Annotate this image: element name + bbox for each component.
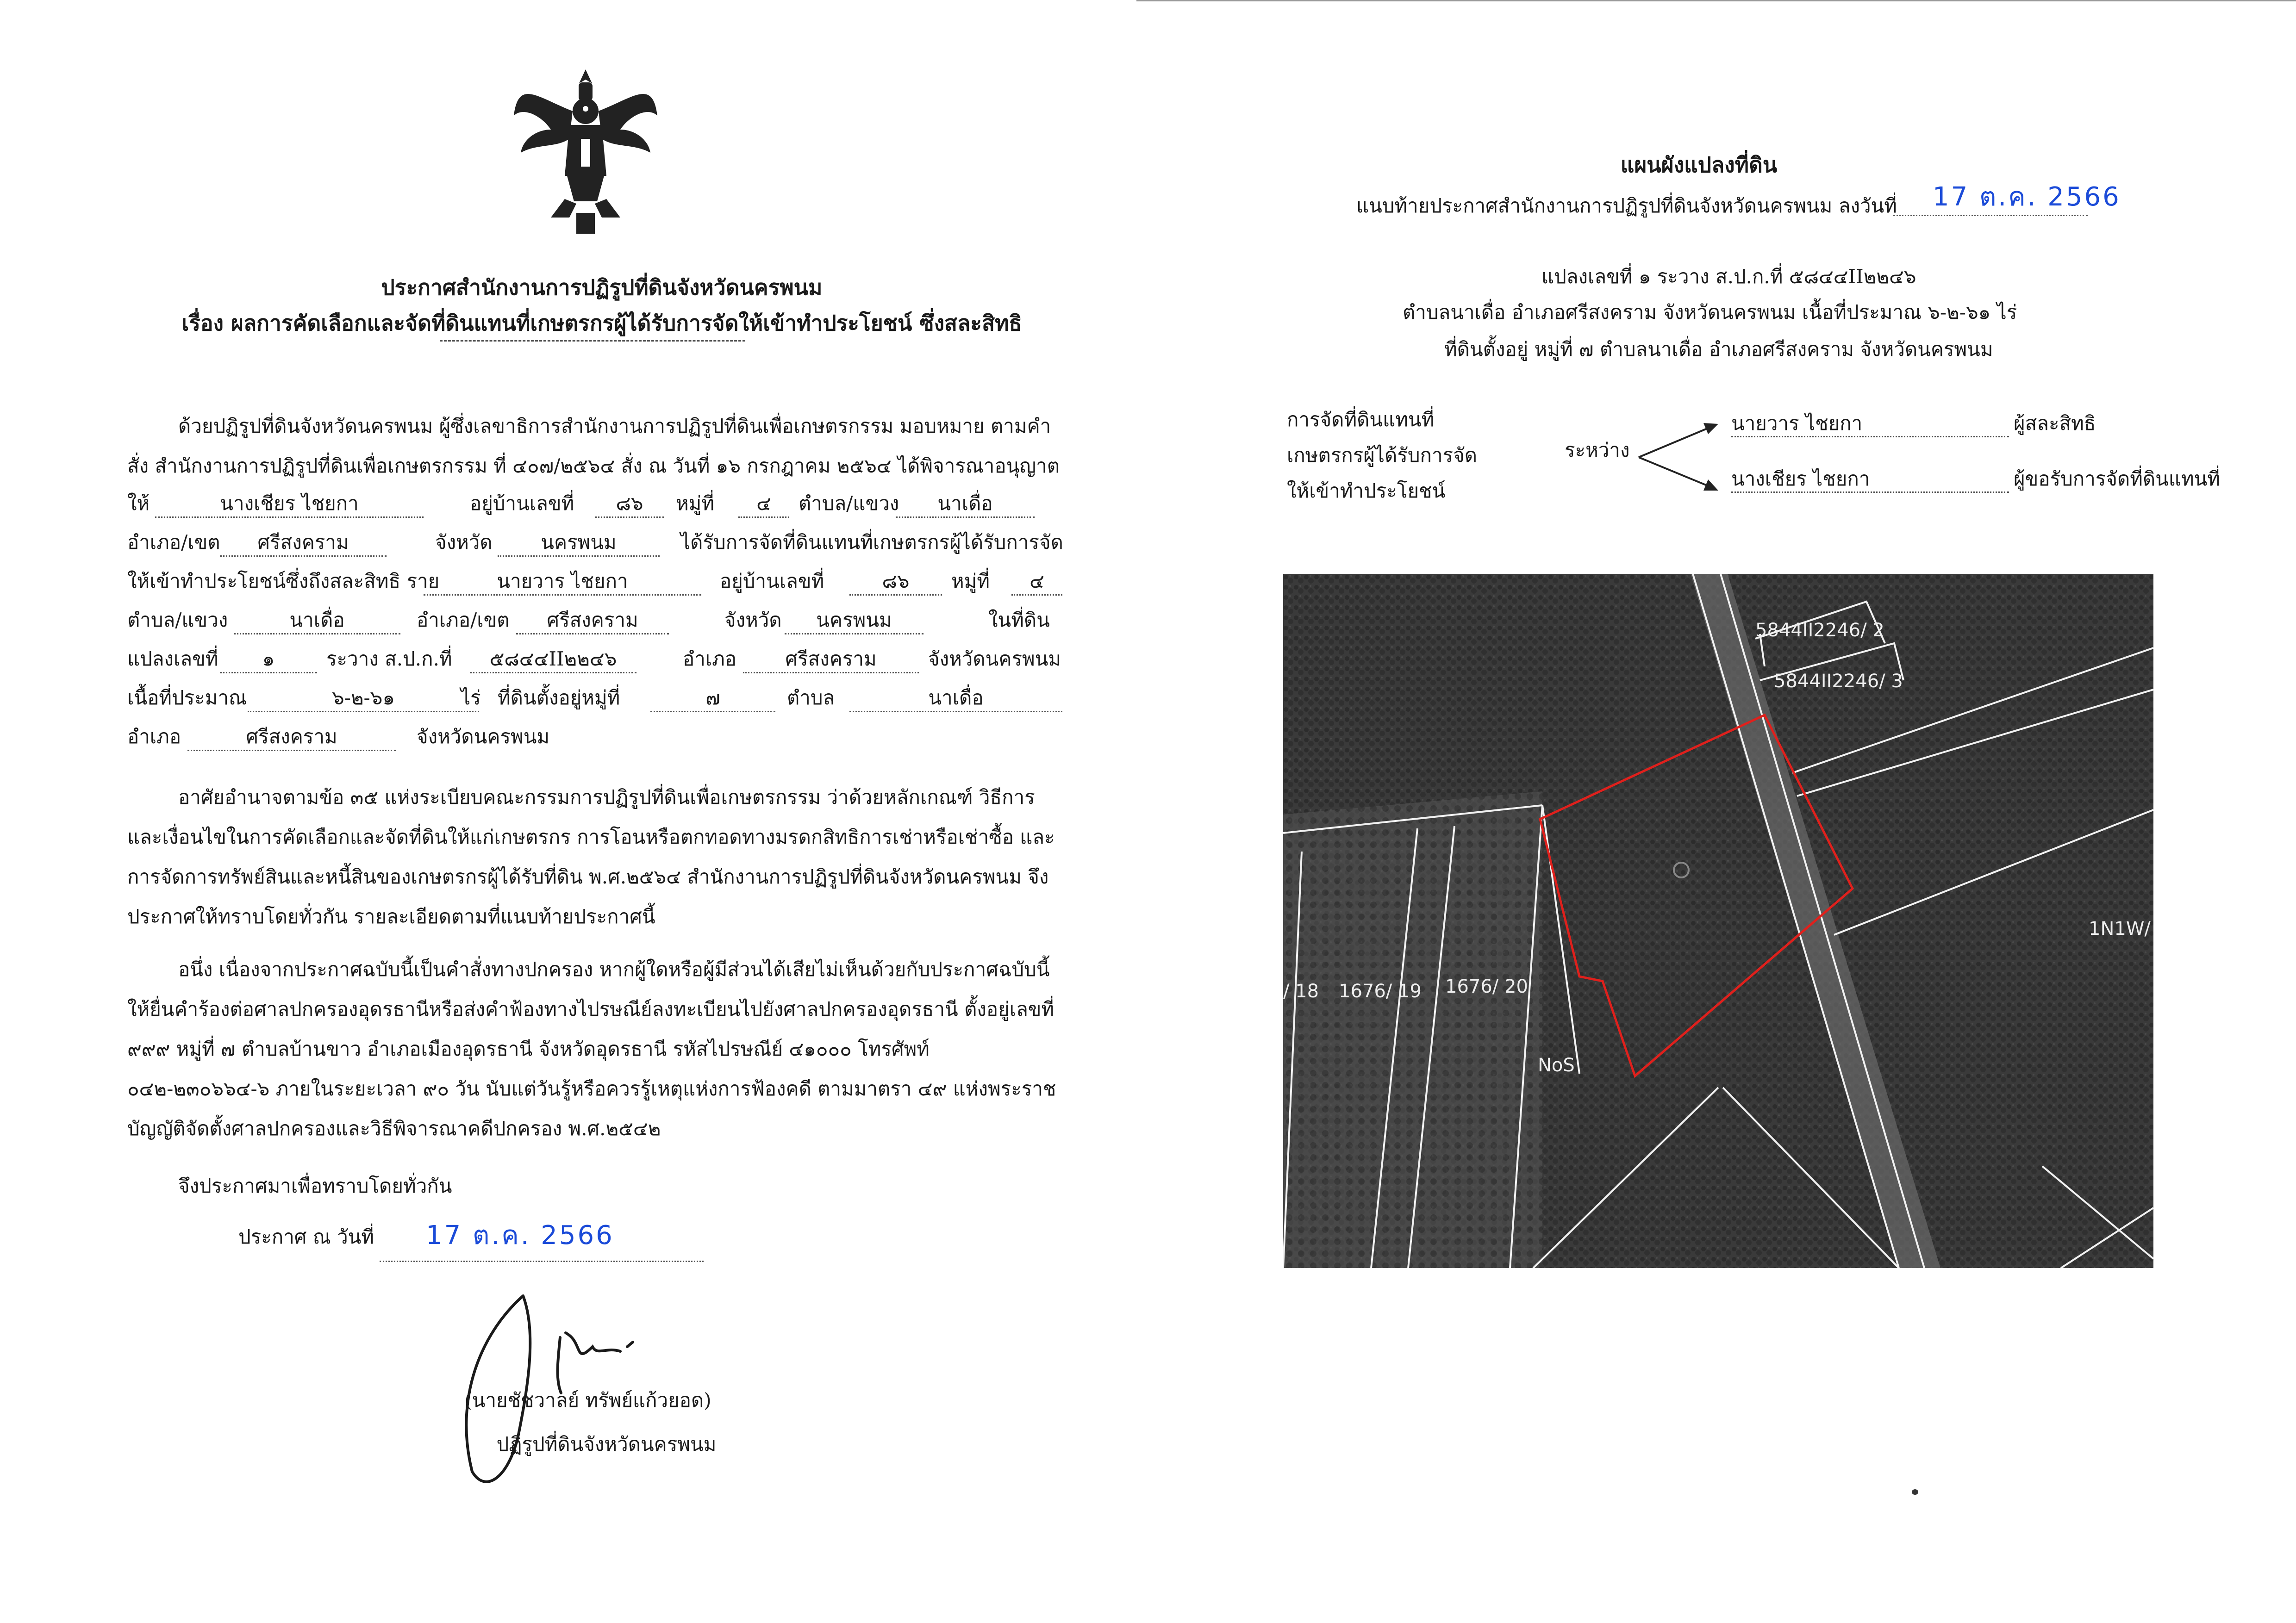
party1-role: ผู้สละสิทธิ [2014, 412, 2096, 435]
label-amphoe-3: อำเภอ [683, 647, 737, 670]
plot-amphoe-field: ศรีสงคราม [743, 640, 919, 673]
signer-name: (นายชัชวาลย์ ทรัพย์แก้วยอด) [464, 1389, 711, 1412]
closing-text: จึงประกาศมาเพื่อทราบโดยทั่วกัน [178, 1175, 452, 1197]
label-rai: ไร่ [461, 686, 481, 709]
label-sorwang: ระวาง ส.ป.ก.ที่ [326, 647, 452, 670]
announced-date-handwritten: 17 ต.ค. 2566 [426, 1220, 614, 1250]
label-tambon: ตำบล/แขวง [799, 492, 899, 515]
waiver-province-field: นครพนม [785, 602, 923, 634]
form-row-waiver [127, 563, 1062, 600]
recipient-province-field: นครพนม [498, 524, 660, 557]
form-row-area [127, 679, 1062, 716]
label-located-moo: ที่ดินตั้งอยู่หมู่ที่ [498, 686, 620, 709]
map-label-parcel-19: 1676/ 19 [1339, 981, 1422, 1002]
map-label-plot-b: 5844II2246/ 3 [1774, 671, 1903, 692]
plot-tambon-field: นาเดื่อ [849, 679, 1062, 712]
paragraph-regulation: อาศัยอำนาจตามข้อ ๓๕ แห่งระเบียบคณะกรรมการปฏิรูปที่ดินเพื่อเกษตรกรรม ว่าด้วยหลักเกณฑ์ วิธีการ และเงื่อนไขในการคัดเลือกและจัดที่ดินให้แก่เกษตรกร การโอนหรือตกทอดทางมรดกสิทธิการเช่าหรือเช่าซื้อ และการจัดการทรัพย์สินและหนี้สินของเกษตรกรผู้ได้รับที่ดิน พ.ศ.๒๕๖๔ สำนักงานการปฏิรูปที่ดินจังหวัดนครพนม จึงประกาศให้ทราบโดยทั่วกัน รายละเอียดตามที่แนบท้ายประกาศนี้ [127, 786, 1055, 928]
label-waived-by: ให้เข้าทำประโยชน์ซึ่งถึงสละสิทธิ ราย [127, 570, 440, 592]
map-title: แผนผังแปลงที่ดิน [1620, 152, 1778, 177]
form-row-plot [127, 640, 1062, 678]
garuda-emblem-icon [509, 60, 662, 241]
map-label-plot-a: 5844II2246/ 2 [1755, 620, 1884, 641]
waiver-moo-field: ๔ [1011, 563, 1062, 596]
aerial-plot-map [1283, 574, 2153, 1268]
announced-label: ประกาศ ณ วันที่ [238, 1225, 374, 1248]
form-row-waiver-address [127, 602, 1062, 639]
scan-speck [1912, 1489, 1918, 1495]
map-orchard-area [1283, 791, 1542, 1268]
label-amphoe: อำเภอ/เขต [127, 531, 220, 553]
map-plot-line: แปลงเลขที่ ๑ ระวาง ส.ป.ก.ที่ ๕๘๔๔II๒๒๔๖ [1541, 265, 1916, 288]
recipient-name-field: นางเชียร ไชยกา [155, 485, 424, 518]
map-date-handwritten: 17 ต.ค. 2566 [1933, 182, 2121, 212]
party2-role: ผู้ขอรับการจัดที่ดินแทนที่ [2014, 467, 2221, 490]
map-label-parcel-20: 1676/ 20 [1445, 976, 1528, 997]
map-label-parcel-18: / 18 [1283, 981, 1319, 1002]
label-moo-2: หมู่ที่ [951, 570, 990, 592]
label-plot-no: แปลงเลขที่ [127, 647, 218, 670]
map-address-line: ที่ดินตั้งอยู่ หมู่ที่ ๗ ตำบลนาเดื่อ อำเภอศรีสงคราม จังหวัดนครพนม [1444, 338, 1993, 361]
waiver-house-no-field: ๘๖ [849, 563, 942, 596]
between-label: ระหว่าง [1565, 439, 1630, 461]
plot-amphoe-2-field: ศรีสงคราม [187, 718, 396, 751]
recipient-house-no-field: ๘๖ [595, 485, 664, 518]
label-received: ได้รับการจัดที่ดินแทนที่เกษตรกรผู้ได้รับการจัด [680, 531, 1063, 553]
label-province-nkp: จังหวัดนครพนม [928, 647, 1061, 670]
area-field: ๖-๒-๖๑ [248, 679, 479, 712]
paragraph-appeal: อนึ่ง เนื่องจากประกาศฉบับนี้เป็นคำสั่งทางปกครอง หากผู้ใดหรือผู้มีส่วนได้เสียไม่เห็นด้วยกับประกาศฉบับนี้ให้ยื่นคำร้องต่อศาลปกครองอุดรธานีหรือส่งคำฟ้องทางไปรษณีย์ลงทะเบียนไปยังศาลปกครองอุดรธานี ตั้งอยู่เลขที่ ๙๙๙ หมู่ที่ ๗ ตำบลบ้านขาว อำเภอเมืองอุดรธานี จังหวัดอุดรธานี รหัสไปรษณีย์ ๔๑๐๐๐ โทรศัพท์ ๐๔๒-๒๓๐๖๖๔-๖ ภายในระยะเวลา ๙๐ วัน นับแต่วันรู้หรือควรรู้เหตุแห่งการฟ้องคดี ตามมาตรา ๔๙ แห่งพระราชบัญญัติจัดตั้งศาลปกครองและวิธีพิจารณาคดีปกครอง พ.ศ.๒๕๔๒ [127, 958, 1056, 1140]
label-moo: หมู่ที่ [676, 492, 715, 515]
signer-position: ปฏิรูปที่ดินจังหวัดนครพนม [496, 1433, 717, 1455]
label-area: เนื้อที่ประมาณ [127, 686, 247, 709]
form-row-plot-amphoe [127, 718, 1062, 755]
label-house-no-2: อยู่บ้านเลขที่ [720, 570, 824, 592]
plot-no-field: ๑ [220, 640, 317, 673]
waiver-tambon-field: นาเดื่อ [234, 602, 400, 634]
allocation-label: การจัดที่ดินแทนที่เกษตรกรผู้ได้รับการจัดให้เข้าทำประโยชน์ [1287, 408, 1477, 502]
waiver-amphoe-field: ศรีสงคราม [516, 602, 669, 634]
between-arrows-icon [1634, 417, 1722, 497]
paragraph-authority: ด้วยปฏิรูปที่ดินจังหวัดนครพนม ผู้ซึ่งเลขาธิการสำนักงานการปฏิรูปที่ดินเพื่อเกษตรกรรม มอบหมาย ตามคำสั่ง สำนักงานการปฏิรูปที่ดินเพื่อเกษตรกรรม ที่ ๔๐๗/๒๕๖๔ สั่ง ณ วันที่ ๑๖ กรกฎาคม ๒๕๖๔ ได้พิจารณาอนุญาต [127, 415, 1060, 477]
sorwang-field: ๕๘๔๔II๒๒๔๖ [470, 640, 636, 673]
label-province-2: จังหวัด [724, 609, 782, 631]
announcement-title: ประกาศสำนักงานการปฏิรูปที่ดินจังหวัดนครพนม [381, 275, 823, 300]
form-row-recipient-address [127, 524, 1062, 561]
title-divider [440, 340, 745, 342]
label-province: จังหวัด [435, 531, 493, 553]
label-tambon-3: ตำบล [787, 686, 835, 709]
label-amphoe-4: อำเภอ [127, 725, 181, 748]
label-house-no: อยู่บ้านเลขที่ [470, 492, 574, 515]
recipient-amphoe-field: ศรีสงคราม [220, 524, 387, 557]
map-location-line: ตำบลนาเดื่อ อำเภอศรีสงคราม จังหวัดนครพนม เนื้อที่ประมาณ ๖-๒-๖๑ ไร่ [1403, 301, 2017, 323]
label-amphoe-2: อำเภอ/เขต [417, 609, 510, 631]
page-top-edge [1136, 0, 2296, 1]
label-give: ให้ [127, 492, 150, 515]
party2-name-field: นางเชียร ไชยกา [1731, 464, 2009, 493]
label-tambon-2: ตำบล/แขวง [127, 609, 228, 631]
label-province-nkp-2: จังหวัดนครพนม [417, 725, 550, 748]
party1-name-field: นายวาร ไชยกา [1731, 408, 2009, 437]
recipient-tambon-field: นาเดื่อ [896, 485, 1035, 518]
recipient-moo-field: ๔ [738, 485, 789, 518]
map-label-n1w: 1N1W/ [2089, 918, 2151, 939]
map-label-nos: NoS [1538, 1055, 1575, 1076]
plot-moo-field: ๗ [650, 679, 775, 712]
waiver-name-field: นายวาร ไชยกา [424, 563, 701, 596]
form-row-recipient [127, 485, 1062, 522]
map-subtitle: แนบท้ายประกาศสำนักงานการปฏิรูปที่ดินจังหวัดนครพนม ลงวันที่ [1356, 194, 1897, 217]
label-in-land: ในที่ดิน [988, 609, 1050, 631]
announcement-subject: เรื่อง ผลการคัดเลือกและจัดที่ดินแทนที่เกษตรกรผู้ได้รับการจัดให้เข้าทำประโยชน์ ซึ่งสละสิทธิ [181, 311, 1022, 336]
